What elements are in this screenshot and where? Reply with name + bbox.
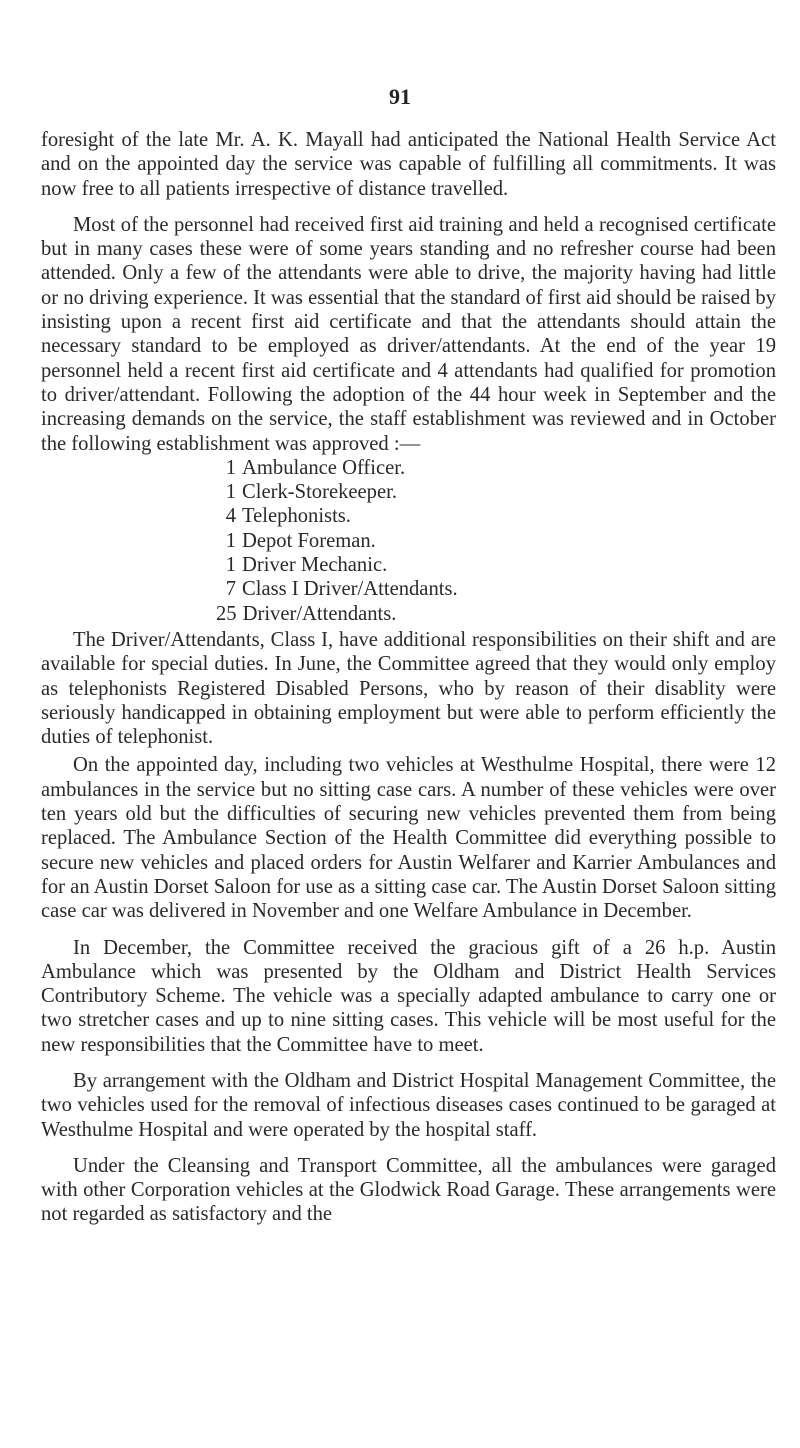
page-number: 91 [389,84,411,109]
list-item [216,480,776,504]
paragraph-personnel: Most of the personnel had received first aid training and held a recognised certificate but in many cases these were of some years standing and no refresher course had been attended. Only a few of the attendants were able to drive, the majority having had little or no driving experience. It was essential that the standard of first aid should be raised by insisting upon a recent first aid certificate and that the attendants should attain the necessary standard to be employed as driver/attendants. At the end of the year 19 personnel held a recent first aid certificate and 4 attendants had qualified for promotion to driver/attendant. Following the adoption of the 44 hour week in September and the increasing demands on the service, the staff establishment was reviewed and in October the following establishment was approved :— [41,213,776,455]
staff-qty: 1 [225,529,236,552]
list-item [216,602,776,626]
paragraph-garage: Under the Cleansing and Transport Committee, all the ambulances were garaged with other Corporation vehicles at the Glodwick Road Garage. These arrangements were not regarded as satisfactory and the [41,1154,776,1226]
paragraph-vehicles: On the appointed day, including two vehicles at Westhulme Hospital, there were 12 ambulances in the service but no sitting case cars. A number of these vehicles were over ten years old but the difficulties of securing new vehicles prevented them from being replaced. The Ambulance Section of the Health Committee did everything possible to secure new vehicles and placed orders for Austin Welfarer and Karrier Ambulances and for an Austin Dorset Saloon for use as a sitting case car. The Austin Dorset Saloon sitting case car was delivered in November and one Welfare Ambulance in December. [41,754,776,923]
staff-role: Depot Foreman. [242,529,376,552]
staff-role: Driver Mechanic. [242,554,388,577]
paragraph-driver-attendants: The Driver/Attendants, Class I, have additional responsibilities on their shift and are available for special duties. In June, the Committee agreed that they would only employ as telephonists Registered Disabled Persons, who by reason of their disablity were seriously handicapped in obtaining employment but were able to perform efficiently the duties of telephonist. [41,628,776,749]
staff-qty: 7 [225,578,236,601]
staff-qty: 1 [225,456,236,479]
body-text [41,128,776,1239]
list-item [216,456,776,480]
staff-establishment-list [41,456,776,626]
staff-role: Ambulance Officer. [242,456,406,479]
staff-qty: 1 [225,481,236,504]
staff-qty: 4 [225,505,236,528]
paragraph-continuation: foresight of the late Mr. A. K. Mayall had anticipated the National Health Service Act and on the appointed day the service was capable of fulfilling all commitments. It was now free to all patients irrespective of distance travelled. [41,129,776,200]
staff-role: Telephonists. [242,505,351,528]
staff-qty: 25 [216,602,237,625]
paragraph-hospital-arrangement: By arrangement with the Oldham and District Hospital Management Committee, the two vehicles used for the removal of infectious diseases cases continued to be garaged at Westhulme Hospital and were operated by the hospital staff. [41,1069,776,1141]
staff-role: Driver/Attendants. [242,602,397,625]
list-item [216,577,776,601]
staff-qty: 1 [225,554,236,577]
list-item [216,529,776,553]
staff-role: Clerk-Storekeeper. [242,481,397,504]
paragraph-gift: In December, the Committee received the gracious gift of a 26 h.p. Austin Ambulance which was presented by the Oldham and District Health Services Contributory Scheme. The vehicle was a specially adapted ambulance to carry one or two stretcher cases and up to nine sitting cases. This vehicle will be most useful for the new responsibilities that the Committee have to meet. [41,936,776,1056]
list-item [216,553,776,577]
staff-role: Class I Driver/Attendants. [242,578,458,601]
list-item [216,504,776,528]
